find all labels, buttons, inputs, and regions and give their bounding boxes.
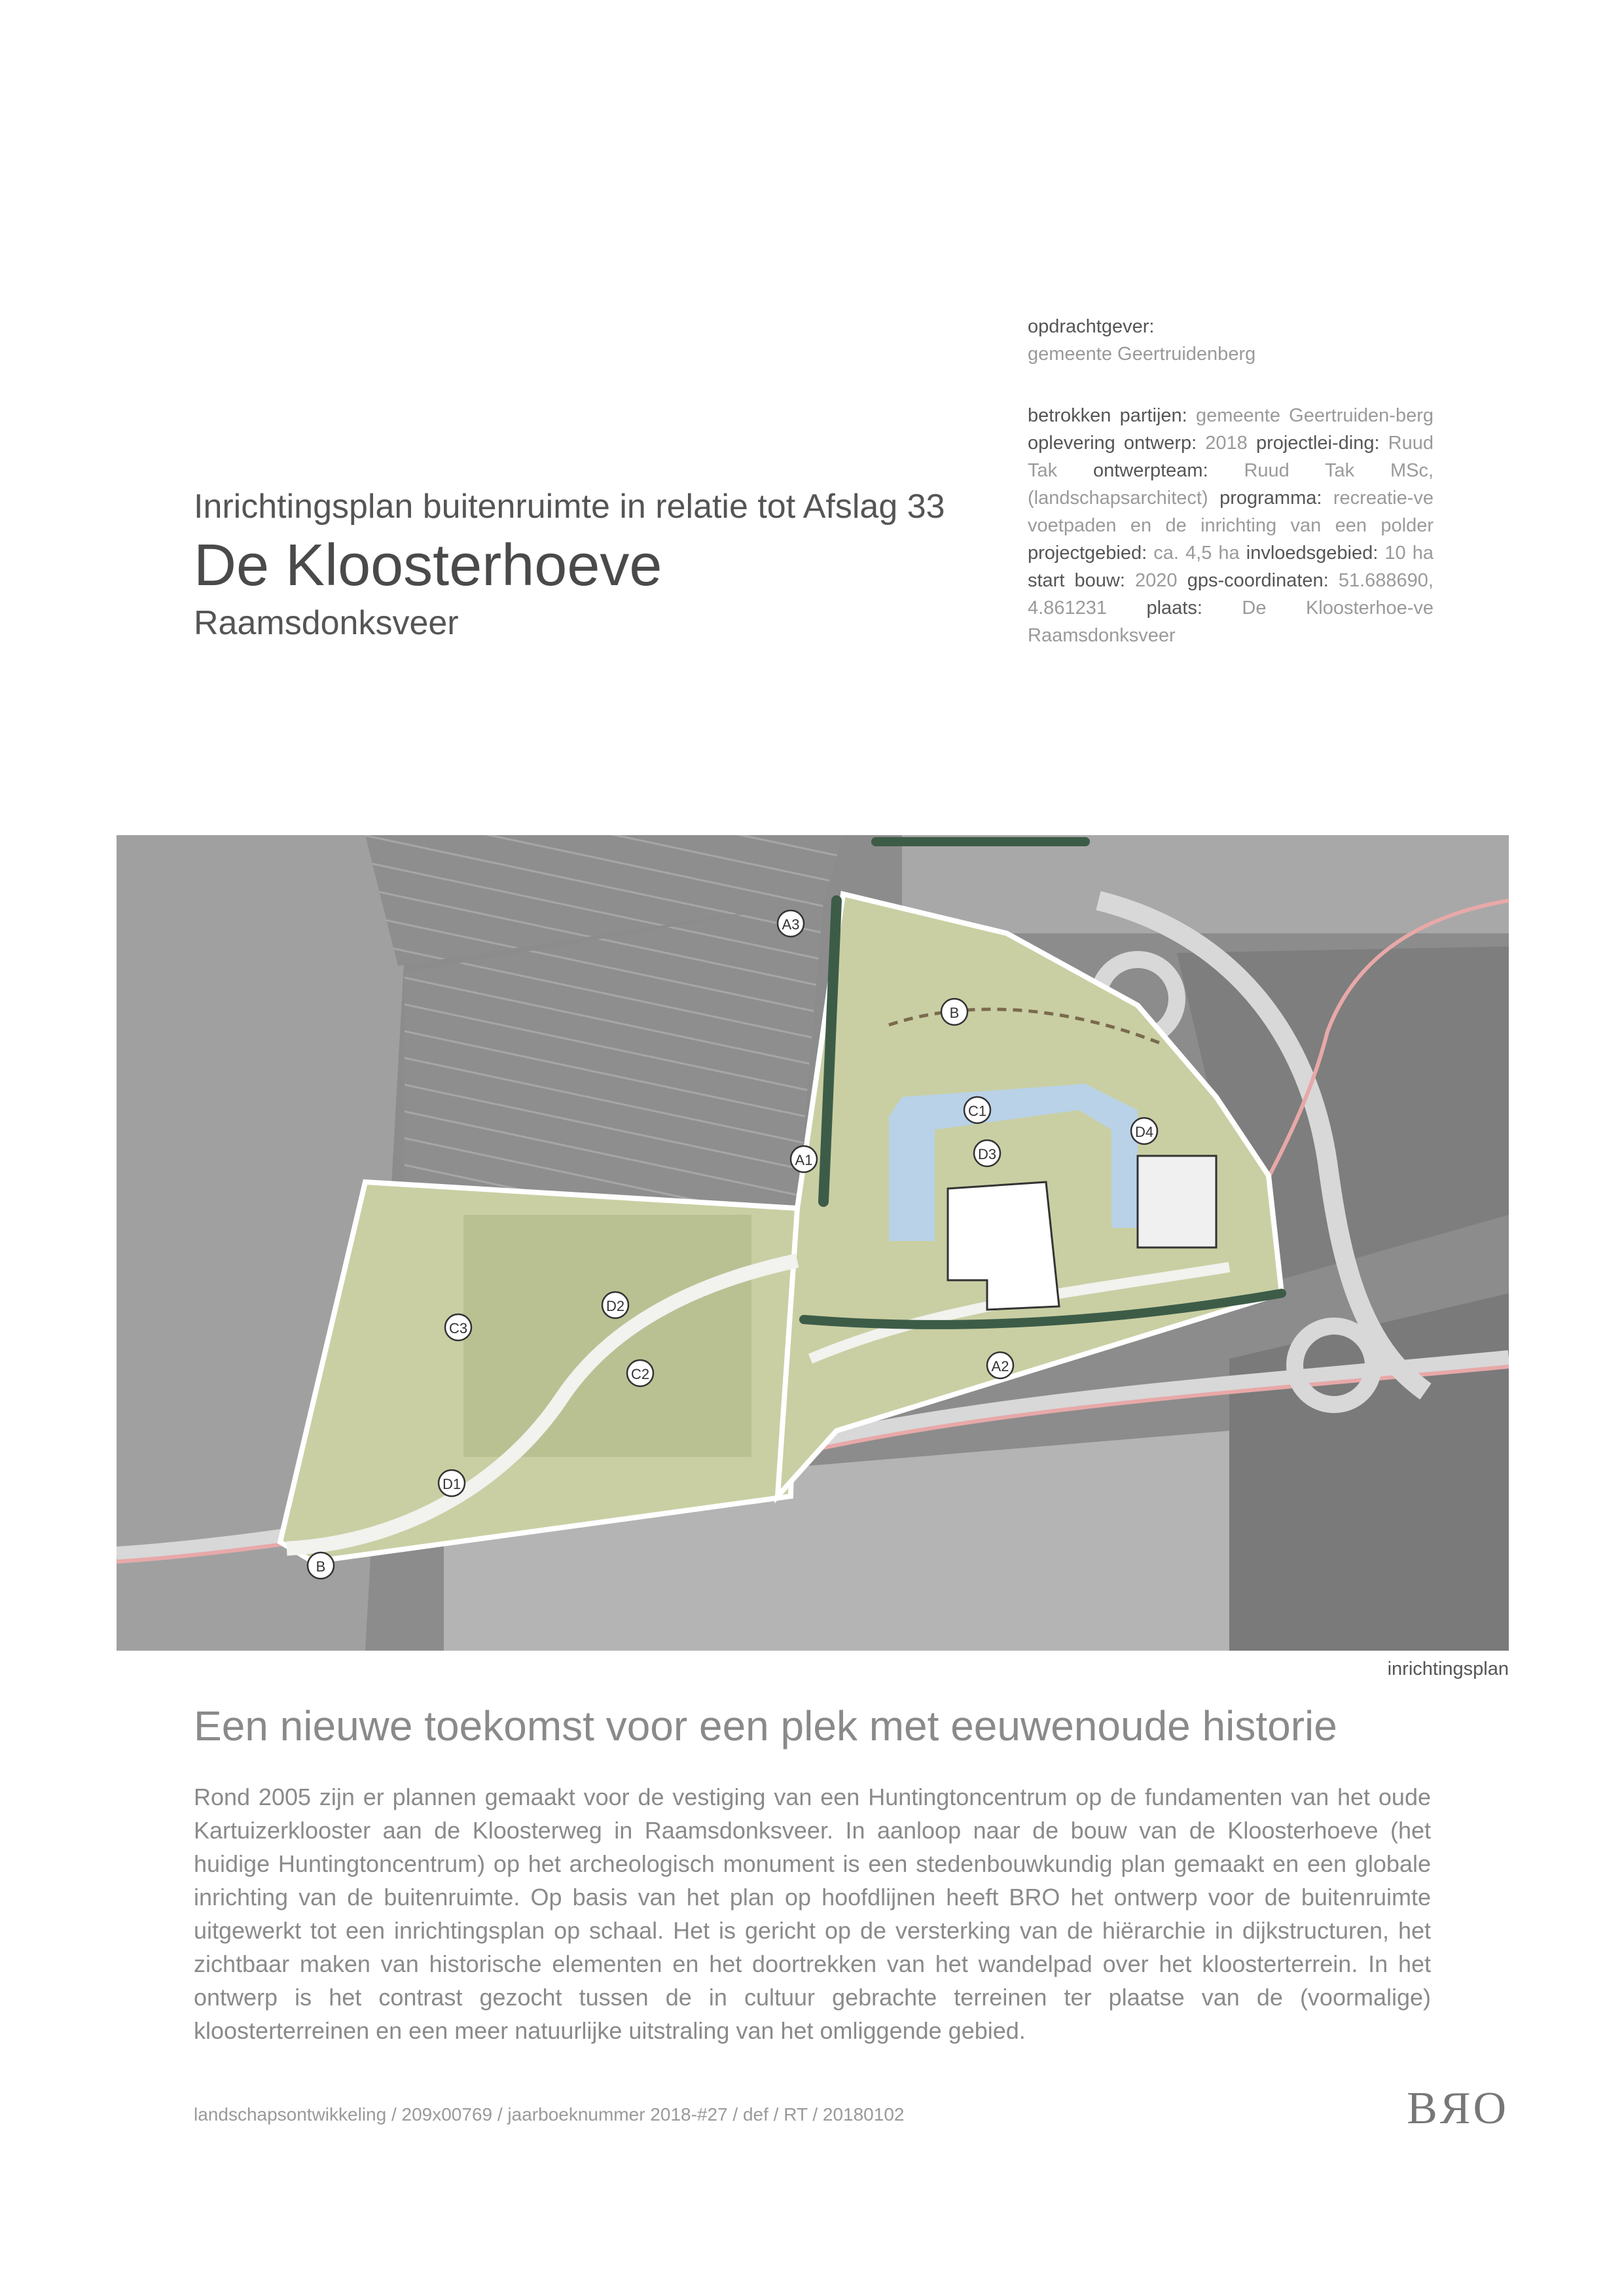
marker-d1 bbox=[439, 1470, 465, 1496]
marker-d4 bbox=[1131, 1118, 1157, 1144]
lead-value: Ruud Tak bbox=[1028, 433, 1434, 481]
svg-text:B: B bbox=[949, 1005, 960, 1021]
svg-text:C2: C2 bbox=[630, 1366, 650, 1382]
page-place: Raamsdonksveer bbox=[194, 604, 459, 642]
delivery-label: oplevering ontwerp: bbox=[1028, 433, 1197, 454]
page-title: De Kloosterhoeve bbox=[194, 533, 662, 598]
svg-text:A3: A3 bbox=[782, 916, 800, 933]
svg-text:D4: D4 bbox=[1134, 1124, 1154, 1140]
team-label: ontwerpteam: bbox=[1092, 460, 1208, 481]
map-caption: inrichtingsplan bbox=[1387, 1659, 1509, 1679]
svg-text:C1: C1 bbox=[967, 1103, 987, 1119]
marker-c1 bbox=[964, 1097, 990, 1123]
team-value: Ruud Tak MSc, (landschapsarchitect) bbox=[1028, 460, 1434, 509]
title-block bbox=[194, 486, 1012, 644]
parties-label: betrokken partijen: bbox=[1028, 405, 1187, 426]
parties-value: gemeente Geertruiden-berg bbox=[1195, 405, 1434, 426]
svg-text:A2: A2 bbox=[991, 1358, 1009, 1374]
project-info bbox=[1028, 313, 1434, 649]
bro-logo: BЯO bbox=[1407, 2083, 1509, 2134]
site-plan-drawing bbox=[117, 835, 1509, 1651]
start-value: 2020 bbox=[1135, 570, 1178, 591]
client-label: opdrachtgever: bbox=[1028, 316, 1155, 337]
influence-label: invloedsgebied: bbox=[1246, 543, 1379, 564]
marker-a3 bbox=[778, 910, 804, 937]
svg-text:B: B bbox=[316, 1558, 326, 1575]
project-details bbox=[1028, 402, 1434, 649]
client-value: gemeente Geertruidenberg bbox=[1028, 344, 1256, 365]
site-plan-map bbox=[117, 835, 1509, 1651]
program-label: programma: bbox=[1219, 488, 1322, 509]
inner-field-west bbox=[463, 1215, 751, 1457]
area-label: projectgebied: bbox=[1028, 543, 1147, 564]
svg-text:D2: D2 bbox=[605, 1298, 625, 1314]
marker-a1 bbox=[791, 1146, 817, 1172]
gps-value: 51.688690, 4.861231 bbox=[1028, 570, 1434, 619]
delivery-value: 2018 bbox=[1205, 433, 1248, 454]
marker-d2 bbox=[602, 1292, 628, 1318]
svg-text:D1: D1 bbox=[442, 1476, 461, 1492]
marker-a2 bbox=[987, 1352, 1013, 1378]
influence-value: 10 ha bbox=[1384, 543, 1434, 564]
marker-c3 bbox=[445, 1314, 471, 1340]
marker-b-top bbox=[941, 999, 967, 1025]
area-value: ca. 4,5 ha bbox=[1153, 543, 1240, 564]
urban-area bbox=[902, 835, 1509, 933]
place-label: plaats: bbox=[1146, 598, 1202, 619]
marker-c2 bbox=[627, 1360, 653, 1386]
article-body: Rond 2005 zijn er plannen gemaakt voor de vestiging van een Huntingtoncentrum op de fundamenten van het oude Kartuizerklooster aan de Kloosterweg in Raamsdonksveer. In aanloop naar de bouw van de Kloosterhoeve (het huidige Huntingtoncentrum) op het archeologisch monument is een stedenbouwkundig plan gemaakt en een globale inrichting van de buitenruimte. Op basis van het plan op hoofdlijnen heeft BRO het ontwerp voor de buitenruimte uitgewerkt tot een inrichtingsplan op schaal. Het is gericht op de versterking van de hiërarchie in dijkstructuren, het zichtbaar maken van historische elementen en het doortrekken van het wandelpad over het kloosterterrein. In het ontwerp is het contrast gezocht tussen de in cultuur gebrachte terreinen ter plaatse van de (voormalige) kloosterterreinen en een meer natuurlijke uitstraling van het omliggende gebied. bbox=[194, 1784, 1431, 2044]
page-subtitle: Inrichtingsplan buitenruimte in relatie tot Afslag 33 bbox=[194, 488, 945, 526]
svg-text:A1: A1 bbox=[795, 1152, 813, 1168]
svg-text:D3: D3 bbox=[977, 1146, 997, 1162]
marker-d3 bbox=[974, 1140, 1000, 1166]
article-headline: Een nieuwe toekomst voor een plek met eeuwenoude historie bbox=[194, 1702, 1337, 1749]
lead-label: projectlei-ding: bbox=[1255, 433, 1380, 454]
program-value: recreatie-ve voetpaden en de inrichting van een polder bbox=[1028, 488, 1434, 536]
building-secondary bbox=[1138, 1156, 1216, 1247]
start-label: start bouw: bbox=[1028, 570, 1125, 591]
place-value: De Kloosterhoe-ve Raamsdonksveer bbox=[1028, 598, 1434, 646]
gps-label: gps-coordinaten: bbox=[1187, 570, 1329, 591]
marker-b-bottom bbox=[308, 1552, 334, 1579]
footer-reference: landschapsontwikkeling / 209x00769 / jaarboeknummer 2018-#27 / def / RT / 20180102 bbox=[194, 2104, 905, 2125]
svg-text:C3: C3 bbox=[448, 1320, 468, 1336]
